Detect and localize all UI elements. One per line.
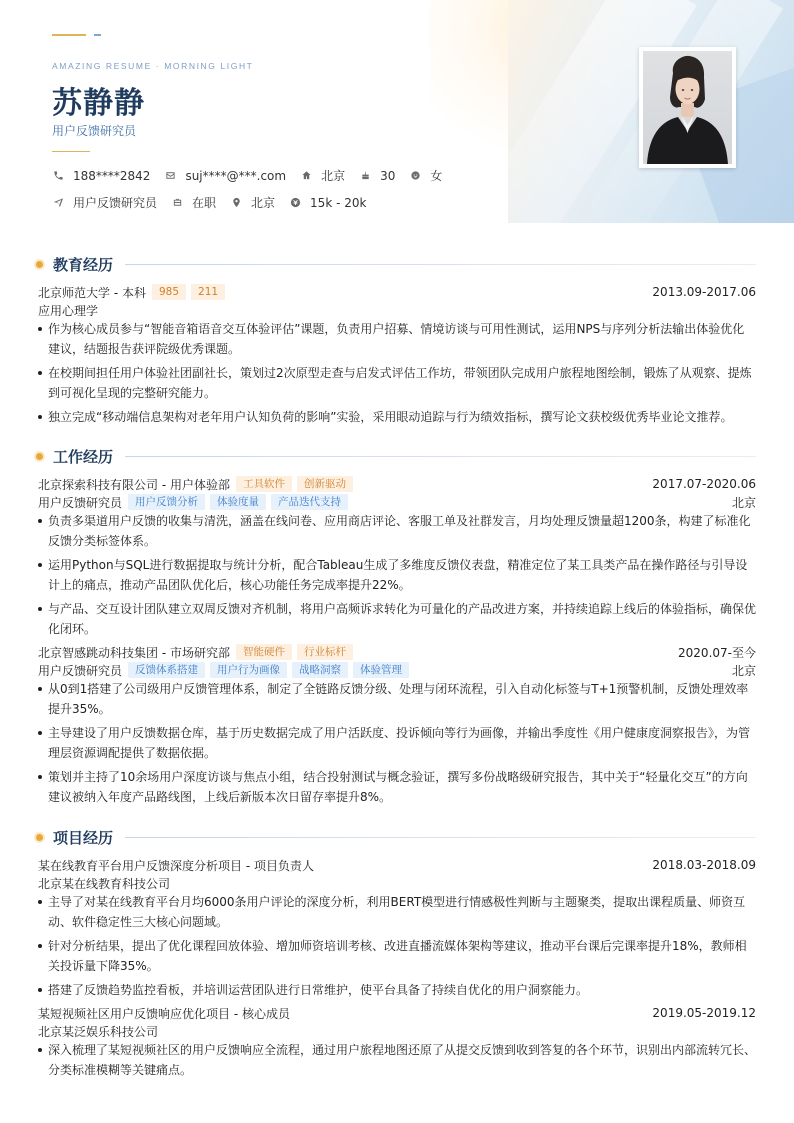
education-bullets (38, 319, 756, 431)
position-tag: 产品迭代支持 (271, 494, 348, 510)
job-date: 2020.07-至今 (678, 645, 756, 660)
status-text: 在职 (192, 196, 217, 210)
section-dot-icon (36, 834, 43, 841)
project-org: 北京某泛娱乐科技公司 (38, 1024, 159, 1039)
school-tag: 211 (191, 284, 225, 300)
list-item: 运用Python与SQL进行数据提取与统计分析，配合Tableau生成了多维度反馈仪表盘，精准定位了某工具类产品在操作路径与引导设计上的痛点，推动产品团队优化后，核心功能任务完成率提升22%。 (38, 555, 756, 595)
position-tag: 体验度量 (210, 494, 266, 510)
phone-item (52, 169, 150, 183)
phone-text: 188****2842 (73, 168, 151, 183)
work-section-header (36, 446, 756, 467)
section-divider (125, 837, 756, 838)
list-item: 负责多渠道用户反馈的收集与清洗，涵盖在线问卷、应用商店评论、客服工单及社群发言，月均处理反馈量超1200条，构建了标准化反馈分类标签体系。 (38, 511, 756, 551)
section-divider (125, 456, 756, 457)
phone-icon (52, 170, 64, 182)
header-accent-line (52, 34, 86, 36)
home-text: 北京 (321, 169, 346, 183)
age-text: 30 (380, 168, 396, 183)
intent-position-item (52, 194, 157, 211)
list-item: 针对分析结果，提出了优化课程回放体验、增加师资培训考核、改进直播流媒体架构等建议，推动平台课后完课率提升18%，教师相关投诉量下降35%。 (38, 936, 756, 976)
company-name: 北京探索科技有限公司 - 用户体验部 (38, 477, 230, 492)
home-icon (300, 170, 312, 182)
section-title: 教育经历 (53, 256, 114, 274)
list-item: 主导建设了用户反馈数据仓库，基于历史数据完成了用户活跃度、投诉倾向等行为画像，并输出季度性《用户健康度洞察报告》，为管理层资源调配提供了数据依据。 (38, 723, 756, 763)
projects-section-header (36, 827, 756, 848)
location-pin-icon (230, 197, 242, 209)
list-item: 从0到1搭建了公司级用户反馈管理体系，制定了全链路反馈分级、处理与闭环流程，引入自动化标签与T+1预警机制，反馈处理效率提升35%。 (38, 679, 756, 719)
intent-city-item (230, 194, 275, 211)
project-org: 北京某在线教育科技公司 (38, 876, 171, 891)
job-city: 北京 (731, 663, 756, 678)
profile-photo (643, 51, 732, 164)
job-position-line (38, 493, 756, 511)
position-tag: 体验管理 (353, 662, 409, 678)
project-date: 2019.05-2019.12 (652, 1006, 756, 1020)
salary-item (289, 196, 366, 210)
job-position: 用户反馈研究员 (38, 495, 123, 510)
cake-icon (359, 170, 371, 182)
list-item: 主导了对某在线教育平台月均6000条用户评论的深度分析，利用BERT模型进行情感极性判断与主题聚类，提取出课程质量、师资互动、软件稳定性三大核心问题域。 (38, 892, 756, 932)
candidate-role: 用户反馈研究员 (52, 124, 137, 138)
salary-icon (289, 197, 301, 209)
home-item (300, 167, 345, 184)
list-item: 搭建了反馈趋势监控看板，并培训运营团队进行日常维护，使平台具备了持续自优化的用户洞察能力。 (38, 980, 756, 1000)
profile-photo-frame (639, 47, 736, 168)
contact-info-row (52, 167, 456, 184)
company-tag: 创新驱动 (297, 476, 353, 492)
education-date: 2013.09-2017.06 (652, 285, 756, 299)
list-item: 在校期间担任用户体验社团副社长，策划过2次原型走查与启发式评估工作坊，带领团队完成用户旅程地图绘制，锻炼了从观察、提炼到可视化呈现的完整研究能力。 (38, 363, 756, 403)
position-tag: 用户行为画像 (210, 662, 287, 678)
section-divider (125, 264, 756, 265)
list-item: 深入梳理了某短视频社区的用户反馈响应全流程，通过用户旅程地图还原了从提交反馈到收到答复的各个环节，识别出内部流转冗长、分类标准模糊等关键痛点。 (38, 1040, 756, 1080)
resume-subtitle: AMAZING RESUME · MORNING LIGHT (52, 61, 254, 71)
school-name: 北京师范大学 - 本科 (38, 285, 146, 300)
project-org-line (38, 1022, 756, 1040)
education-school-line (38, 283, 756, 301)
header-accent-dash (94, 34, 101, 36)
major: 应用心理学 (38, 303, 99, 318)
briefcase-icon (171, 197, 183, 209)
project-date: 2018.03-2018.09 (652, 858, 756, 872)
send-icon (52, 197, 64, 209)
project-title-line (38, 1004, 756, 1022)
section-title: 项目经历 (53, 829, 114, 847)
list-item: 作为核心成员参与“智能音箱语音交互体验评估”课题，负责用户招募、情境访谈与可用性测试，运用NPS与序列分析法输出体验优化建议，结题报告获评院级优秀课题。 (38, 319, 756, 359)
job-bullets (38, 679, 756, 811)
project-bullets (38, 1040, 756, 1084)
company-tag: 工具软件 (236, 476, 292, 492)
job-intent-row (52, 194, 380, 211)
salary-text: 15k - 20k (310, 195, 367, 210)
company-name: 北京智感跳动科技集团 - 市场研究部 (38, 645, 230, 660)
status-item (171, 194, 216, 211)
email-text: suj****@***.com (185, 168, 287, 183)
age-item (359, 169, 395, 183)
intent-position-text: 用户反馈研究员 (73, 196, 158, 210)
job-city: 北京 (731, 495, 756, 510)
email-item (164, 169, 286, 183)
job-company-line (38, 643, 756, 661)
project-org-line (38, 874, 756, 892)
section-title: 工作经历 (53, 448, 114, 466)
intent-city-text: 北京 (251, 196, 276, 210)
section-dot-icon (36, 453, 43, 460)
gender-icon (409, 170, 421, 182)
job-bullets (38, 511, 756, 643)
candidate-name: 苏静静 (52, 86, 145, 121)
education-section-header (36, 254, 756, 275)
list-item: 与产品、交互设计团队建立双周反馈对齐机制，将用户高频诉求转化为可量化的产品改进方案，并持续追踪上线后的体验指标，确保优化闭环。 (38, 599, 756, 639)
company-tag: 智能硬件 (236, 644, 292, 660)
position-tag: 反馈体系搭建 (128, 662, 205, 678)
job-position-line (38, 661, 756, 679)
section-dot-icon (36, 261, 43, 268)
project-name: 某在线教育平台用户反馈深度分析项目 - 项目负责人 (38, 858, 314, 873)
company-tag: 行业标杆 (297, 644, 353, 660)
list-item: 策划并主持了10余场用户深度访谈与焦点小组，结合投射测试与概念验证，撰写多份战略级研究报告，其中关于“轻量化交互”的方向建议被纳入年度产品路线图，上线后新版本次日留存率提升8%。 (38, 767, 756, 807)
job-date: 2017.07-2020.06 (652, 477, 756, 491)
position-tag: 用户反馈分析 (128, 494, 205, 510)
mail-icon (164, 170, 176, 182)
gender-item (409, 167, 442, 184)
gender-text: 女 (430, 169, 443, 183)
role-divider (52, 151, 90, 152)
job-position: 用户反馈研究员 (38, 663, 123, 678)
position-tag: 战略洞察 (292, 662, 348, 678)
project-name: 某短视频社区用户反馈响应优化项目 - 核心成员 (38, 1006, 290, 1021)
list-item: 独立完成“移动端信息架构对老年用户认知负荷的影响”实验，采用眼动追踪与行为绩效指标，撰写论文获校级优秀毕业论文推荐。 (38, 407, 756, 427)
project-title-line (38, 856, 756, 874)
school-tag: 985 (152, 284, 186, 300)
project-bullets (38, 892, 756, 1004)
education-major-line (38, 301, 756, 319)
job-company-line (38, 475, 756, 493)
